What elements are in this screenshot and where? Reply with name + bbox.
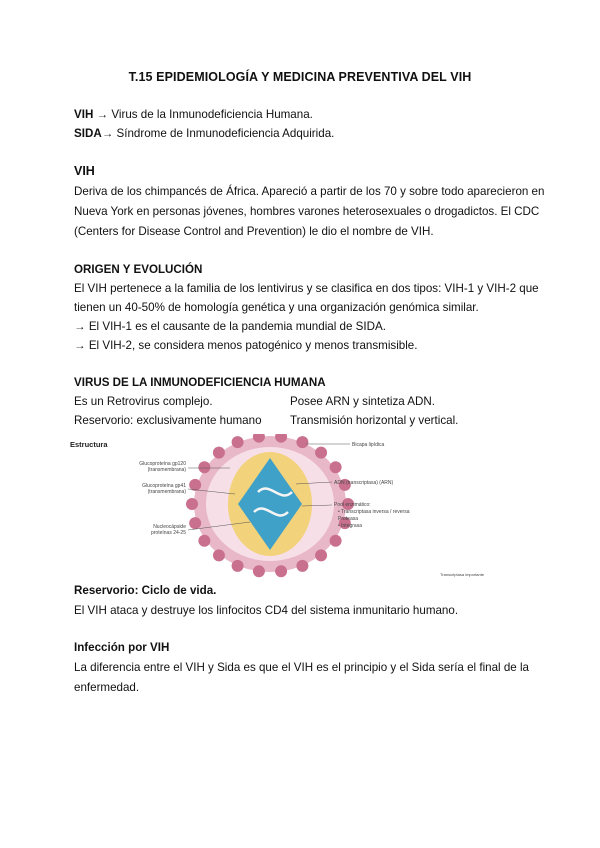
origen-line-3: → El VIH-1 es el causante de la pandemia mundial de SIDA.	[74, 320, 386, 333]
page-title: T.15 EPIDEMIOLOGÍA Y MEDICINA PREVENTIVA DEL VIH	[128, 70, 472, 84]
glycoprotein-knob	[213, 447, 225, 459]
term-sida: SIDA	[74, 127, 102, 140]
glycoprotein-knob	[232, 436, 244, 448]
label-gp120: Glucoproteína gp120	[139, 461, 186, 467]
label-gp41-sub: (transmembrana)	[147, 489, 186, 495]
label-transcriptasa: • Transcriptasa inversa / reversa	[338, 509, 410, 515]
glycoprotein-knob	[315, 549, 327, 561]
origen-line-4: → El VIH-2, se considera menos patogénico y menos transmisible.	[74, 339, 418, 352]
glycoprotein-knob	[330, 535, 342, 547]
glycoprotein-knob	[189, 517, 201, 529]
glycoprotein-knob	[330, 461, 342, 473]
glycoprotein-knob	[296, 560, 308, 572]
heading-virus: VIRUS DE LA INMUNODEFICIENCIA HUMANA	[74, 376, 326, 389]
label-bicapa: Bicapa lipídica	[352, 442, 385, 448]
glycoprotein-knob	[213, 549, 225, 561]
infeccion-line-1: La diferencia entre el VIH y Sida es que el VIH es el principio y el Sida sería el final de la	[74, 661, 529, 674]
origen-line-2: tienen un 40-50% de homología genética y una organización genómica similar.	[74, 301, 479, 314]
origen-line-1: El VIH pertenece a la familia de los lentivirus y se clasifica en dos tipos: VIH-1 y VIH-2 que	[74, 282, 539, 295]
heading-vih: VIH	[74, 164, 95, 178]
label-pool: Pool enzimático:	[334, 502, 371, 508]
label-integrasa: • Integrasa	[338, 523, 362, 529]
heading-infeccion: Infección por VIH	[74, 641, 170, 654]
term-vih: VIH	[74, 108, 94, 121]
label-nucleocapside: Nucleocápside	[153, 524, 186, 530]
label-gp120-sub: (transmembrana)	[147, 467, 186, 473]
label-adn: ADN (transcriptasa) (ARN)	[334, 480, 394, 486]
vih-line-2: Nueva York en personas jóvenes, hombres varones heterosexuales o drogadictos. El CDC	[74, 205, 540, 218]
def-sida: → Síndrome de Inmunodeficiencia Adquirida.	[101, 127, 335, 140]
glycoprotein-knob	[296, 436, 308, 448]
figure-credit: Transcriptasa importante	[440, 572, 485, 577]
vih-line-1: Deriva de los chimpancés de África. Apareció a partir de los 70 y sobre todo aparecieron en	[74, 185, 545, 198]
label-proteinas: proteínas 24-25	[150, 530, 186, 536]
label-proteasa: Proteasa	[338, 516, 359, 522]
glycoprotein-knob	[198, 535, 210, 547]
glycoprotein-knob	[232, 560, 244, 572]
heading-reservorio: Reservorio: Ciclo de vida.	[74, 584, 217, 597]
def-vih: → Virus de la Inmunodeficiencia Humana.	[93, 108, 313, 121]
virus-col2-line-1: Posee ARN y sintetiza ADN.	[290, 395, 435, 408]
label-gp41: Glucoproteína gp41	[142, 483, 186, 489]
glycoprotein-knob	[315, 447, 327, 459]
virus-col1-line-2: Reservorio: exclusivamente humano	[74, 414, 262, 427]
figure-title: Estructura	[70, 440, 108, 449]
glycoprotein-knob	[253, 565, 265, 577]
definition-vih	[74, 108, 313, 122]
virus-col1-line-1: Es un Retrovirus complejo.	[74, 395, 213, 408]
glycoprotein-knob	[275, 565, 287, 577]
heading-origen: ORIGEN Y EVOLUCIÓN	[74, 263, 203, 276]
vih-line-3: (Centers for Disease Control and Prevention) le dio el nombre de VIH.	[74, 225, 434, 238]
hiv-structure-diagram	[70, 434, 530, 584]
definition-sida	[74, 127, 334, 141]
reservorio-line: El VIH ataca y destruye los linfocitos CD4 del sistema inmunitario humano.	[74, 604, 459, 617]
glycoprotein-knob	[186, 498, 198, 510]
virus-col2-line-2: Transmisión horizontal y vertical.	[290, 414, 459, 427]
glycoprotein-knob	[189, 479, 201, 491]
glycoprotein-knob	[198, 461, 210, 473]
infeccion-line-2: enfermedad.	[74, 681, 140, 694]
virion-illustration	[186, 434, 354, 577]
